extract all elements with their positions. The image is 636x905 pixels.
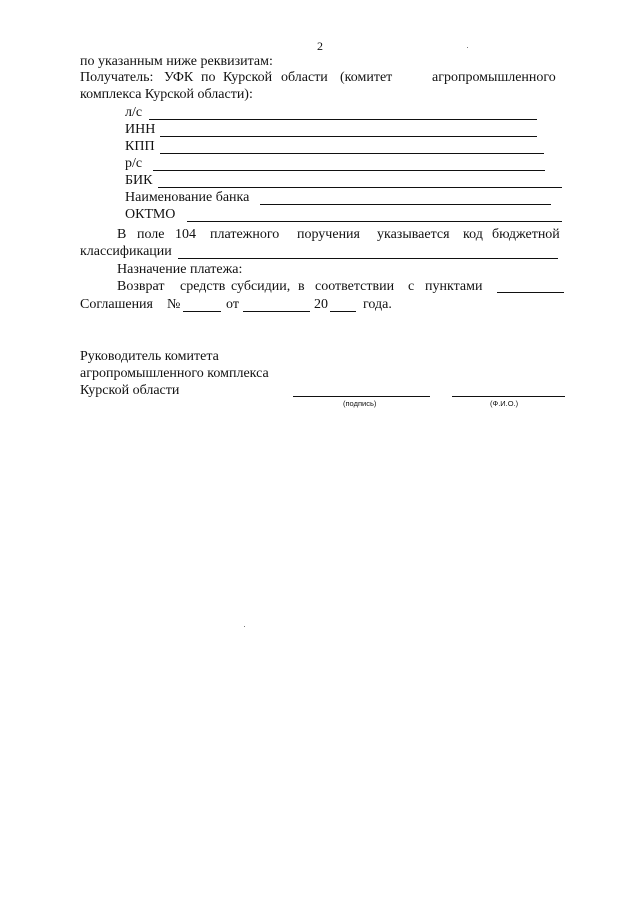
bank-name-field[interactable] xyxy=(260,204,551,205)
bik-field[interactable] xyxy=(158,187,562,188)
inn-field[interactable] xyxy=(160,136,537,137)
rs-label: р/с xyxy=(125,156,143,171)
rs-field[interactable] xyxy=(153,170,545,171)
signatory-title-line-1: Руководитель комитета xyxy=(80,349,219,364)
scan-speck xyxy=(467,47,468,48)
scan-speck xyxy=(244,626,245,627)
classification-field[interactable] xyxy=(178,258,558,259)
signature-field[interactable] xyxy=(293,396,430,397)
signatory-title-line-2: агропромышленного комплекса xyxy=(80,366,269,381)
kpp-label: КПП xyxy=(125,139,155,154)
oktmo-field[interactable] xyxy=(187,221,562,222)
recipient-label: Получатель: xyxy=(80,70,154,85)
recipient-line-2: комплекса Курской области): xyxy=(80,87,253,102)
payment-purpose-label: Назначение платежа: xyxy=(117,262,243,277)
word: соответствии xyxy=(315,279,395,294)
requisites-intro: по указанным ниже реквизитам: xyxy=(80,54,273,69)
word: указывается xyxy=(377,227,450,242)
agreement-label: Соглашения xyxy=(80,297,153,312)
recipient-agro: агропромышленного xyxy=(432,70,556,85)
word: Возврат xyxy=(117,279,165,294)
page-number: 2 xyxy=(317,39,323,53)
recipient-region: Курской xyxy=(223,70,273,85)
word: субсидии, xyxy=(231,279,291,294)
agreement-number-sign: № xyxy=(167,297,181,312)
recipient-committee: (комитет xyxy=(340,70,393,85)
agreement-points-field[interactable] xyxy=(497,292,564,293)
ls-label: л/с xyxy=(125,105,143,120)
inn-label: ИНН xyxy=(125,122,156,137)
full-name-caption: (Ф.И.О.) xyxy=(490,399,519,408)
word: с xyxy=(408,279,415,294)
recipient-po: по xyxy=(201,70,216,85)
word: в xyxy=(298,279,305,294)
full-name-field[interactable] xyxy=(452,396,565,397)
agreement-from: от xyxy=(226,297,239,312)
ls-field[interactable] xyxy=(149,119,537,120)
word: В xyxy=(117,227,127,242)
classification-label: классификации xyxy=(80,244,172,259)
kpp-field[interactable] xyxy=(160,153,544,154)
agreement-number-field[interactable] xyxy=(183,311,221,312)
recipient-ufk: УФК xyxy=(164,70,194,85)
word: поручения xyxy=(297,227,360,242)
word: бюджетной xyxy=(492,227,560,242)
agreement-year-suffix: года. xyxy=(363,297,392,312)
word: пунктами xyxy=(425,279,483,294)
word: код xyxy=(463,227,483,242)
bank-name-label: Наименование банка xyxy=(125,190,250,205)
word: средств xyxy=(180,279,226,294)
signature-caption: (подпись) xyxy=(343,399,377,408)
agreement-date-field[interactable] xyxy=(243,311,310,312)
agreement-year-field[interactable] xyxy=(330,311,356,312)
word: поле xyxy=(137,227,165,242)
bik-label: БИК xyxy=(125,173,153,188)
oktmo-label: ОКТМО xyxy=(125,207,176,222)
agreement-year-prefix: 20 xyxy=(314,297,328,312)
word: платежного xyxy=(210,227,280,242)
recipient-oblasti: области xyxy=(281,70,328,85)
word: 104 xyxy=(175,227,196,242)
signatory-title-line-3: Курской области xyxy=(80,383,180,398)
